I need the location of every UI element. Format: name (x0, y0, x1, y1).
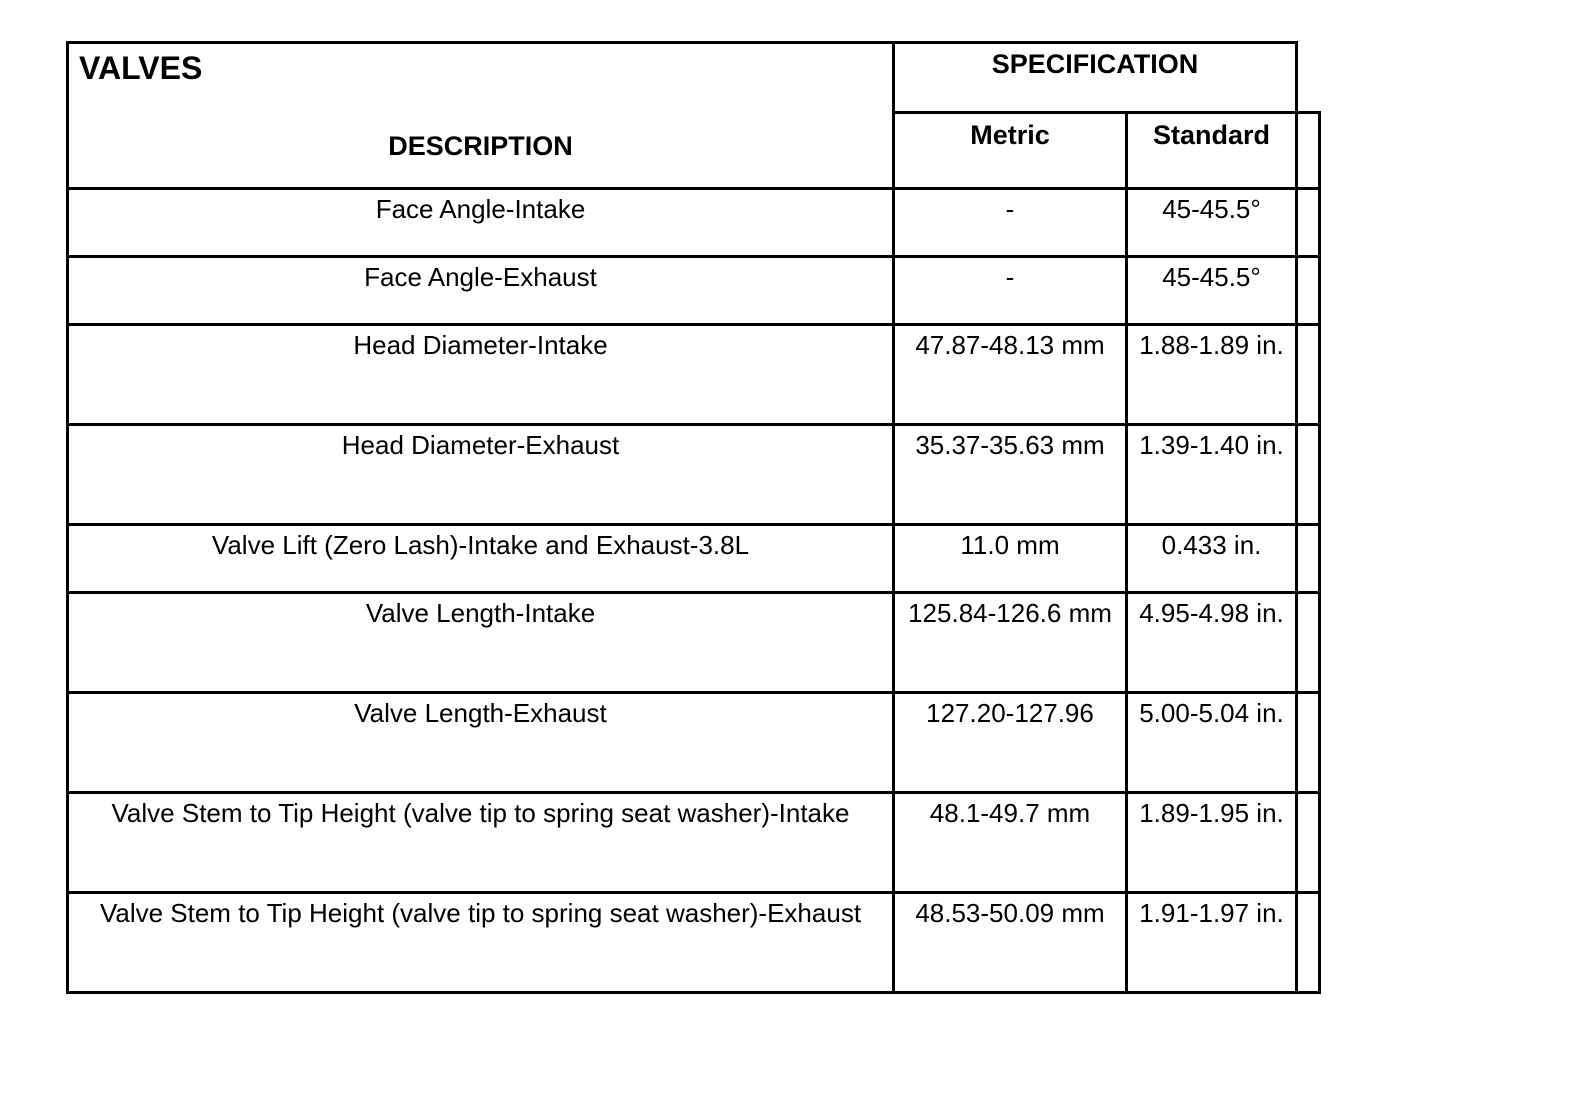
row-standard: 1.89-1.95 in. (1127, 793, 1297, 893)
row-description: Valve Lift (Zero Lash)-Intake and Exhaust-3.8L (68, 525, 894, 593)
spacer-cell (1297, 793, 1320, 893)
table-row (68, 525, 1320, 593)
row-standard: 1.88-1.89 in. (1127, 325, 1297, 425)
table-row (68, 257, 1320, 325)
row-metric: 127.20-127.96 (894, 693, 1127, 793)
spacer-cell (1297, 525, 1320, 593)
header-spacer (1297, 43, 1320, 113)
row-description: Valve Stem to Tip Height (valve tip to spring seat washer)-Exhaust (68, 893, 894, 993)
spacer-cell (1297, 693, 1320, 793)
row-standard: 0.433 in. (1127, 525, 1297, 593)
row-metric: 47.87-48.13 mm (894, 325, 1127, 425)
table-row (68, 425, 1320, 525)
table-row (68, 593, 1320, 693)
spacer-cell (1297, 189, 1320, 257)
table-row (68, 693, 1320, 793)
row-description: Head Diameter-Intake (68, 325, 894, 425)
row-standard: 45-45.5° (1127, 189, 1297, 257)
row-standard: 5.00-5.04 in. (1127, 693, 1297, 793)
row-metric: 11.0 mm (894, 525, 1127, 593)
spacer-cell (1297, 893, 1320, 993)
row-description: Valve Length-Intake (68, 593, 894, 693)
row-standard: 1.39-1.40 in. (1127, 425, 1297, 525)
row-description: Head Diameter-Exhaust (68, 425, 894, 525)
table-title: VALVES (79, 50, 203, 86)
row-standard: 1.91-1.97 in. (1127, 893, 1297, 993)
metric-header: Metric (894, 113, 1127, 189)
row-standard: 45-45.5° (1127, 257, 1297, 325)
row-metric: 35.37-35.63 mm (894, 425, 1127, 525)
table-row (68, 325, 1320, 425)
table-row (68, 893, 1320, 993)
row-metric: - (894, 257, 1127, 325)
row-metric: 48.1-49.7 mm (894, 793, 1127, 893)
spacer-cell (1297, 325, 1320, 425)
table-row (68, 793, 1320, 893)
row-metric: 48.53-50.09 mm (894, 893, 1127, 993)
spacer-cell (1297, 113, 1320, 189)
row-description: Face Angle-Exhaust (68, 257, 894, 325)
spacer-cell (1297, 425, 1320, 525)
row-metric: - (894, 189, 1127, 257)
row-description: Valve Stem to Tip Height (valve tip to spring seat washer)-Intake (68, 793, 894, 893)
row-metric: 125.84-126.6 mm (894, 593, 1127, 693)
row-standard: 4.95-4.98 in. (1127, 593, 1297, 693)
row-description: Valve Length-Exhaust (68, 693, 894, 793)
spacer-cell (1297, 257, 1320, 325)
valves-spec-table (66, 41, 1321, 994)
row-description: Face Angle-Intake (68, 189, 894, 257)
spacer-cell (1297, 593, 1320, 693)
standard-header: Standard (1127, 113, 1297, 189)
specification-header: SPECIFICATION (894, 43, 1297, 113)
description-header: DESCRIPTION (388, 131, 573, 161)
title-cell (68, 43, 894, 189)
header-row-1 (68, 43, 1320, 113)
table-row (68, 189, 1320, 257)
